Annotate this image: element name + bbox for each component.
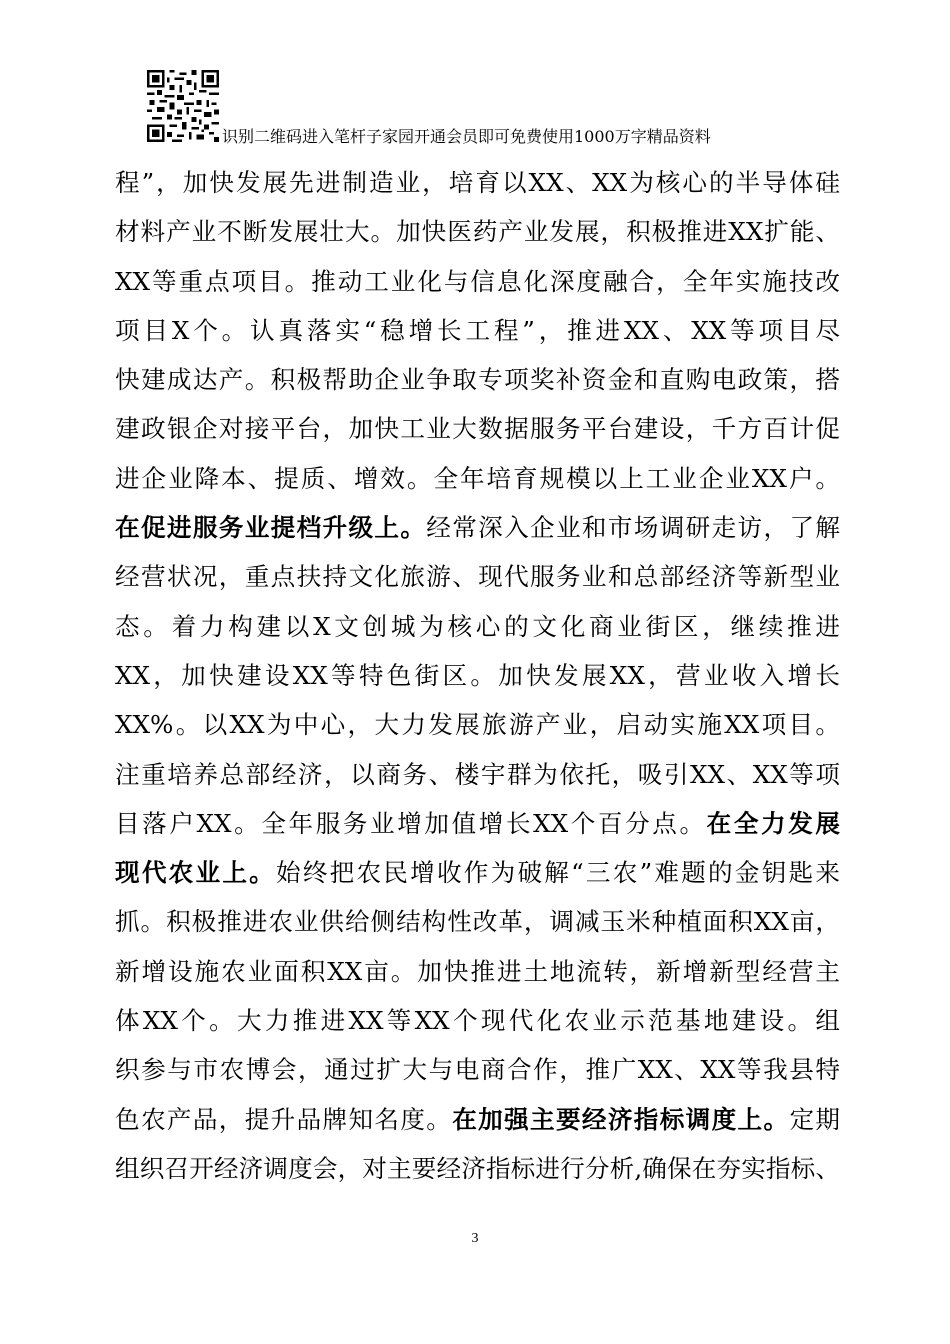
text-run: 经营状况，重点扶持文化旅游、现代服务业和总部经济等新型业 bbox=[115, 562, 840, 592]
text-run: 色农产品，提升品牌知名度。 bbox=[115, 1104, 453, 1134]
text-line bbox=[115, 799, 840, 848]
text-run: 始终把农民增收作为破解“三农”难题的金钥匙来 bbox=[275, 858, 840, 888]
text-run: 目落户XX。全年服务业增加值增长XX个百分点。 bbox=[115, 808, 707, 838]
text-line bbox=[115, 552, 840, 601]
qr-code bbox=[147, 70, 219, 142]
text-run: 材料产业不断发展壮大。加快医药产业发展，积极推进XX扩能、 bbox=[115, 217, 840, 247]
text-run: 态。着力构建以X文创城为核心的文化商业街区，继续推进 bbox=[115, 611, 840, 641]
text-run: 进企业降本、提质、增效。全年培育规模以上工业企业XX户。 bbox=[115, 463, 840, 493]
text-line bbox=[115, 848, 840, 897]
text-line bbox=[115, 700, 840, 749]
bold-heading-run: 现代农业上。 bbox=[115, 858, 276, 888]
text-line bbox=[115, 750, 840, 799]
text-run: 程”，加快发展先进制造业，培育以XX、XX为核心的半导体硅 bbox=[115, 168, 840, 197]
text-run: 定期 bbox=[789, 1104, 840, 1134]
text-run: 注重培养总部经济，以商务、楼宇群为依托，吸引XX、XX等项 bbox=[115, 759, 840, 789]
text-run: 织参与市农博会，通过扩大与电商合作，推广XX、XX等我县特 bbox=[115, 1055, 840, 1085]
text-line bbox=[115, 207, 840, 256]
text-line bbox=[115, 454, 840, 503]
text-line bbox=[115, 355, 840, 404]
text-run: XX等重点项目。推动工业化与信息化深度融合，全年实施技改 bbox=[115, 266, 840, 296]
text-line bbox=[115, 158, 840, 207]
text-run: 项目X个。认真落实“稳增长工程”，推进XX、XX等项目尽 bbox=[115, 315, 840, 345]
text-line bbox=[115, 996, 840, 1045]
text-line bbox=[115, 503, 840, 552]
page-number: 3 bbox=[471, 1231, 479, 1246]
text-line bbox=[115, 1144, 840, 1193]
text-line bbox=[115, 651, 840, 700]
text-run: 抓。积极推进农业供给侧结构性改革，调减玉米种植面积XX亩， bbox=[115, 907, 840, 937]
text-line bbox=[115, 602, 840, 651]
text-run: 组织召开经济调度会，对主要经济指标进行分析,确保在夯实指标、 bbox=[115, 1153, 840, 1183]
text-line bbox=[115, 257, 840, 306]
bold-heading-run: 在加强主要经济指标调度上。 bbox=[452, 1104, 790, 1134]
qr-caption: 识别二维码进入笔杆子家园开通会员即可免费使用1000万字精品资料 bbox=[222, 127, 711, 146]
body-text bbox=[115, 158, 840, 1193]
text-run: 体XX个。大力推进XX等XX个现代化农业示范基地建设。组 bbox=[115, 1006, 840, 1036]
text-line bbox=[115, 947, 840, 996]
text-line bbox=[115, 1095, 840, 1144]
text-run: XX%。以XX为中心，大力发展旅游产业，启动实施XX项目。 bbox=[115, 710, 840, 740]
bold-heading-run: 在全力发展 bbox=[706, 808, 840, 838]
text-line bbox=[115, 306, 840, 355]
text-line bbox=[115, 1045, 840, 1094]
text-run: XX，加快建设XX等特色街区。加快发展XX，营业收入增长 bbox=[115, 660, 840, 690]
text-run: 新增设施农业面积XX亩。加快推进土地流转，新增新型经营主 bbox=[115, 956, 840, 986]
text-run: 经常深入企业和市场调研走访，了解 bbox=[426, 513, 840, 543]
text-run: 建政银企对接平台，加快工业大数据服务平台建设，千方百计促 bbox=[115, 414, 840, 444]
qr-code-icon bbox=[147, 70, 219, 142]
text-line bbox=[115, 897, 840, 946]
text-line bbox=[115, 404, 840, 453]
bold-heading-run: 在促进服务业提档升级上。 bbox=[115, 513, 427, 543]
text-run: 快建成达产。积极帮助企业争取专项奖补资金和直购电政策，搭 bbox=[115, 365, 840, 395]
